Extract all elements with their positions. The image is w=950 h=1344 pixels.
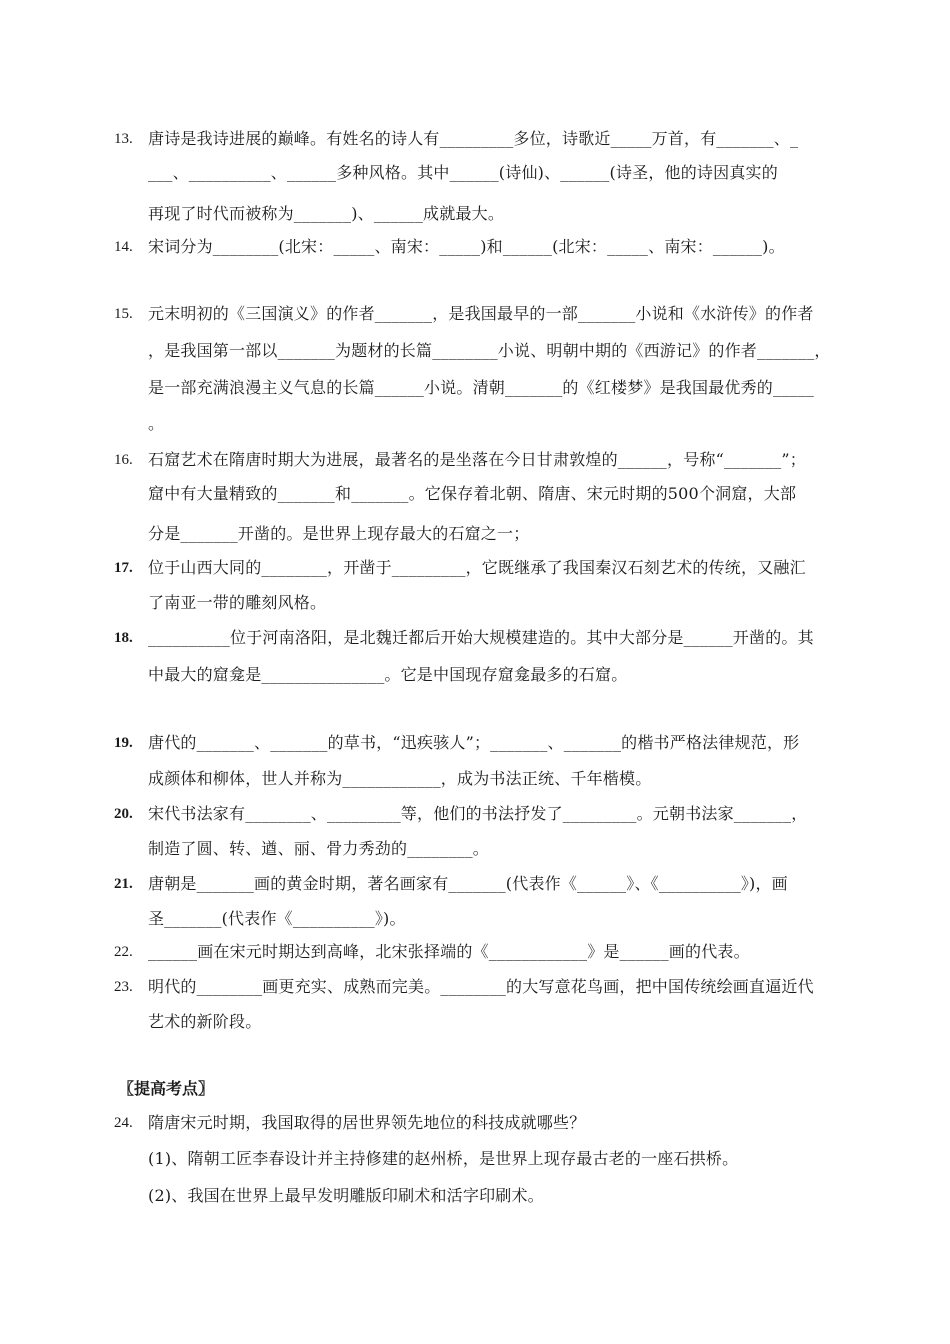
item-line: ___、__________、______多种风格。其中______(诗仙)、______(诗圣，他的诗因真实的 (148, 163, 778, 182)
item-line: 石窟艺术在隋唐时期大为进展，最著名的是坐落在今日甘肃敦煌的______，号称“_______”； (148, 450, 806, 469)
item-number: 20. (114, 806, 133, 822)
item-number: 17. (114, 560, 133, 576)
item-line: 元末明初的《三国演义》的作者_______，是我国最早的一部_______小说和《水浒传》的作者 (148, 304, 814, 323)
item-number: 16. (114, 452, 133, 468)
item-number: 14. (114, 239, 133, 255)
item-line: 艺术的新阶段。 (148, 1012, 262, 1031)
item-number: 23. (114, 979, 133, 995)
item-line: 再现了时代而被称为_______)、______成就最大。 (148, 204, 505, 223)
answer-line: (2)、我国在世界上最早发明雕版印刷术和活字印刷术。 (148, 1186, 544, 1205)
answer-line: (1)、隋朝工匠李春设计并主持修建的赵州桥，是世界上现存最古老的一座石拱桥。 (148, 1149, 739, 1168)
item-line: 是一部充满浪漫主义气息的长篇______小说。清朝_______的《红楼梦》是我国最优秀的_____ (148, 378, 815, 397)
item-line: 分是_______开凿的。是世界上现存最大的石窟之一； (148, 524, 530, 543)
item-line: 成颜体和柳体，世人并称为____________，成为书法正统、千年楷模。 (148, 769, 652, 788)
section-heading: 〖提高考点〗 (118, 1079, 215, 1098)
item-line: ，是我国第一部以_______为题材的长篇________小说、明朝中期的《西游记》的作者_______， (148, 341, 831, 360)
item-line: 唐代的_______、_______的草书，“迅疾骇人”；_______、_______的楷书严格法律规范，形 (148, 733, 800, 752)
item-line: 窟中有大量精致的_______和_______。它保存着北朝、隋唐、宋元时期的500个洞窟，大部 (148, 484, 797, 503)
item-number: 24. (114, 1115, 133, 1131)
item-line: 了南亚一带的雕刻风格。 (148, 593, 327, 612)
item-line: 宋词分为________(北宋：_____、南宋：_____)和______(北宋：_____、南宋：______)。 (148, 237, 785, 256)
item-number: 15. (114, 306, 133, 322)
item-line: 明代的________画更充实、成熟而完美。________的大写意花鸟画，把中国传统绘画直逼近代 (148, 977, 814, 996)
item-line: 圣_______(代表作《__________》)。 (148, 909, 406, 928)
item-line: 制造了圆、转、遒、丽、骨力秀劲的________。 (148, 839, 490, 858)
item-line: 宋代书法家有________、_________等，他们的书法抒发了_________。元朝书法家_______， (148, 804, 808, 823)
item-number: 19. (114, 735, 133, 751)
item-line: ______画在宋元时期达到高峰，北宋张择端的《____________》是______画的代表。 (148, 942, 750, 961)
item-line: 唐诗是我诗进展的巅峰。有姓名的诗人有_________多位，诗歌近_____万首，有_______、_ (148, 129, 799, 148)
item-line: 位于山西大同的________，开凿于_________，它既继承了我国秦汉石刻艺术的传统，又融汇 (148, 558, 806, 577)
item-line: __________位于河南洛阳，是北魏迁都后开始大规模建造的。其中大部分是______开凿的。其 (148, 628, 814, 647)
item-number: 21. (114, 876, 133, 892)
item-number: 18. (114, 630, 133, 646)
item-number: 22. (114, 944, 133, 960)
item-line: 。 (148, 414, 165, 433)
question-text: 隋唐宋元时期，我国取得的居世界领先地位的科技成就哪些？ (148, 1113, 586, 1132)
item-number: 13. (114, 131, 133, 147)
item-line: 中最大的窟龛是_______________。它是中国现存窟龛最多的石窟。 (148, 665, 628, 684)
item-line: 唐朝是_______画的黄金时期，著名画家有_______(代表作《______》、《__________》)，画 (148, 874, 788, 893)
